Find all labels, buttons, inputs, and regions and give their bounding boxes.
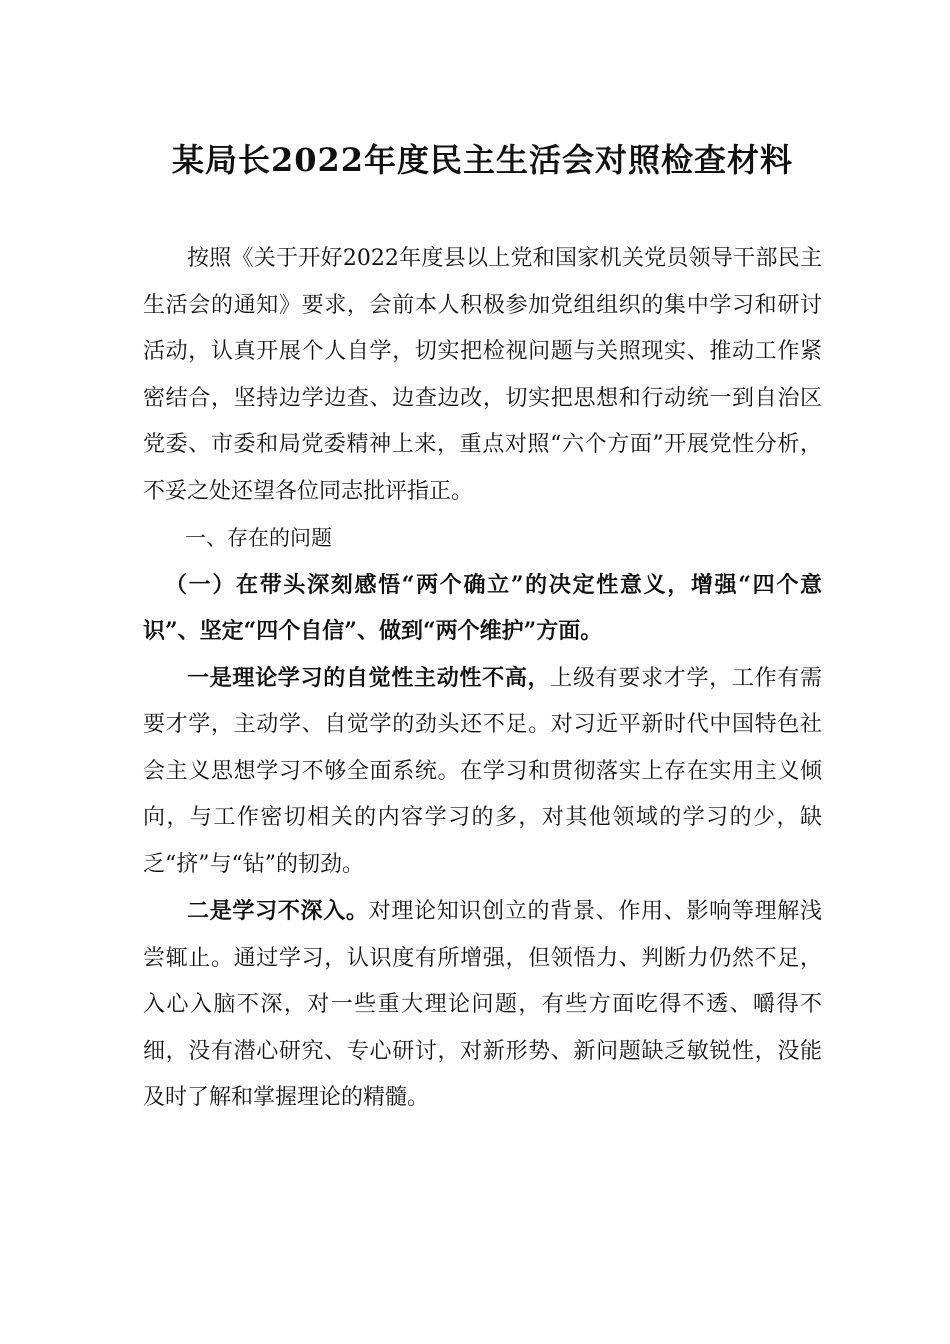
- point-2-body: 对理论知识创立的背景、作用、影响等理解浅尝辄止。通过学习，认识度有所增强，但领悟力、判断力仍然不足，入心入脑不深，对一些重大理论问题，有些方面吃得不透、嚼得不细，没有潜心研究、专心研讨，对新形势、新问题缺乏敏锐性，没能及时了解和掌握理论的精髓。: [143, 899, 822, 1110]
- point-1-lead: 一是理论学习的自觉性主动性不高，: [187, 664, 551, 691]
- intro-paragraph: 按照《关于开好2022年度县以上党和国家机关党员领导干部民主生活会的通知》要求，会前本人积极参加党组组织的集中学习和研讨活动，认真开展个人自学，切实把检视问题与关照现实、推动工作紧密结合，坚持边学边查、边查边改，切实把思想和行动统一到自治区党委、市委和局党委精神上来，重点对照“六个方面”开展党性分析，不妥之处还望各位同志批评指正。: [143, 246, 822, 504]
- point-paragraph-2: [143, 888, 822, 1122]
- document-body: [143, 236, 822, 1122]
- section-heading-problems: 一、存在的问题: [185, 526, 332, 550]
- point-paragraph-1: [143, 655, 822, 889]
- subsection-heading-1: （一）在带头深刻感悟“两个确立”的决定性意义，增强“四个意识”、坚定“四个自信”、做到“两个维护”方面。: [143, 571, 822, 644]
- document-title: 某局长2022年度民主生活会对照检查材料: [171, 141, 794, 179]
- point-1-body: 上级有要求才学，工作有需要才学，主动学、自觉学的劲头还不足。对习近平新时代中国特色社会主义思想学习不够全面系统。在学习和贯彻落实上存在实用主义倾向，与工作密切相关的内容学习的多，对其他领域的学习的少，缺乏“挤”与“钻”的韧劲。: [143, 665, 822, 877]
- point-2-lead: 二是学习不深入。: [187, 898, 369, 924]
